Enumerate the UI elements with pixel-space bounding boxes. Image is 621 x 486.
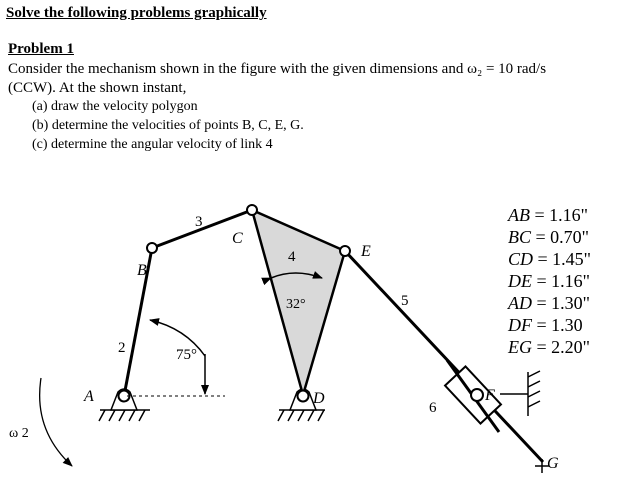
ground-a xyxy=(99,410,150,421)
dimension-ab: AB = 1.16" xyxy=(508,205,588,225)
label-a: A xyxy=(84,388,94,405)
task-a: (a) draw the velocity polygon xyxy=(32,99,198,114)
label-c: C xyxy=(232,230,243,247)
omega-arrow-arc xyxy=(40,378,72,466)
label-link-6: 6 xyxy=(429,400,437,416)
label-d: D xyxy=(313,390,325,407)
label-f: F xyxy=(485,387,495,404)
label-g: G xyxy=(547,455,559,472)
ground-d xyxy=(278,410,325,421)
problem-statement-line1: Consider the mechanism shown in the figure with the given dimensions and ω₂ = 10 rad/s xyxy=(8,61,547,77)
label-angle-32: 32° xyxy=(286,297,306,312)
dimension-cd: CD = 1.45" xyxy=(508,249,592,269)
joint-e xyxy=(340,246,350,256)
dimension-bc: BC = 0.70" xyxy=(508,227,590,247)
label-link-2: 2 xyxy=(118,340,126,356)
dimension-eg: EG = 2.20" xyxy=(508,337,590,357)
ground-f xyxy=(500,371,540,416)
problem-statement-line2: (CCW). At the shown instant, xyxy=(8,80,187,96)
joint-f xyxy=(471,389,483,401)
joint-d xyxy=(298,391,309,402)
label-b: B xyxy=(137,262,147,279)
task-b: (b) determine the velocities of points B, C, E, G. xyxy=(32,118,304,133)
label-e: E xyxy=(361,243,371,260)
label-omega: ω 2 xyxy=(9,426,29,441)
task-c: (c) determine the angular velocity of link 4 xyxy=(32,137,273,152)
dimension-ad: AD = 1.30" xyxy=(508,293,590,313)
label-link-5: 5 xyxy=(401,293,409,309)
label-link-3: 3 xyxy=(195,214,203,230)
dimensions-list xyxy=(508,204,591,358)
label-link-4: 4 xyxy=(288,249,296,265)
joint-c xyxy=(247,205,257,215)
joint-b xyxy=(147,243,157,253)
label-angle-75: 75° xyxy=(176,347,197,363)
dimension-df: DF = 1.30 xyxy=(508,315,583,335)
dimension-de: DE = 1.16" xyxy=(508,271,590,291)
problem-title: Problem 1 xyxy=(8,41,74,57)
page-heading: Solve the following problems graphically xyxy=(6,5,267,21)
